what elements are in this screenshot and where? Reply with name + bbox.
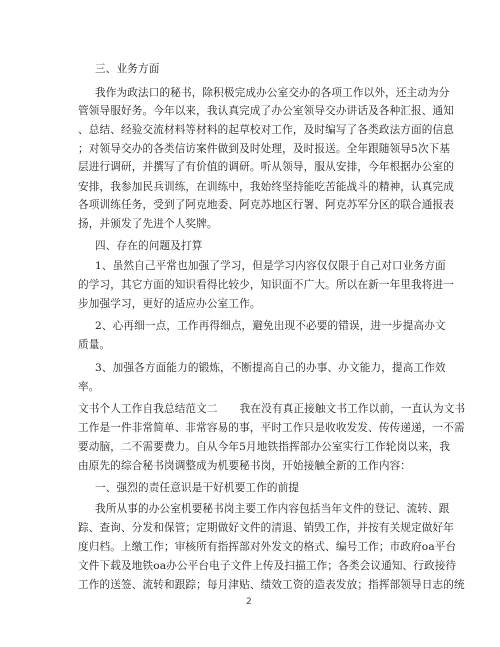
text-line — [78, 521, 454, 535]
line-text: 我所从事的办公室机要秘书岗主要工作内容包括当年文件的登记、流转、跟 — [95, 503, 450, 515]
text-line — [78, 380, 100, 394]
line-text: 要动脑，二不需要费力。自从今年5月地铁指挥部办公室实行工作轮岗以来，我 — [78, 441, 451, 453]
section-heading — [95, 239, 202, 253]
text-line — [78, 104, 454, 118]
text-line — [78, 217, 218, 231]
line-text: 管领导服好务。今年以来，我认真完成了办公室领导交办讲话及各种汇报、通知 — [78, 105, 455, 117]
line-text: 工作是一件非常简单、非常容易的事，平时工作只是收收发发、传传递递，一不需 — [78, 422, 465, 434]
line-text: 扬，并颁发了先进个人奖牌。 — [78, 218, 218, 230]
line-text: 3、加强各方面能力的锻炼，不断提高自己的办事、办文能力，提高工作效 — [95, 362, 446, 374]
line-text: 、总结、经验交流材料等材料的起草校对工作，及时编写了各类政法方面的信息 — [78, 124, 455, 136]
section-heading — [95, 62, 159, 76]
line-text: 文书个人工作自我总结范文二 — [78, 403, 218, 415]
line-text: 三、业务方面 — [95, 63, 160, 75]
line-text: 安排，我参加民兵训练，在训练中，我始终坚持能吃苦能战斗的精神，认真完成 — [78, 181, 455, 193]
text-line — [95, 259, 446, 273]
text-line — [78, 297, 261, 311]
text-line — [78, 578, 465, 592]
line-text-continued: 我在没有真正接触文书工作以前，一直认为文书 — [239, 403, 466, 415]
text-line — [78, 421, 465, 435]
text-line — [78, 198, 454, 212]
line-text: 层进行调研，并撰写了有价值的调研。听从领导，服从安排，今年根据办公室的 — [78, 161, 455, 173]
line-text: 2、心再细一点，工作再得细点，避免出现不必要的错误，进一步提高办文 — [95, 320, 446, 332]
line-text: 的学习，其它方面的知识看得比较少，知识面不广大。所以在新一年里我将进一 — [78, 279, 455, 291]
text-line — [78, 123, 454, 137]
line-text: 文件下载及地铁oa办公平台电子文件上传及扫描工作；各类会议通知、行政接待 — [78, 560, 457, 572]
text-line — [78, 142, 450, 156]
text-line — [78, 180, 454, 194]
text-line — [95, 319, 446, 333]
text-line — [95, 481, 299, 495]
text-line — [78, 540, 456, 554]
line-text: 四、存在的问题及打算 — [95, 240, 203, 252]
line-text: 1、虽然自己平常也加强了学习，但是学习内容仅仅限于自己对口业务方面 — [95, 260, 446, 272]
text-line — [95, 86, 450, 100]
text-line — [78, 338, 110, 352]
page-number: 2 — [246, 597, 252, 607]
line-text: 我作为政法口的秘书，除积极完成办公室交办的各项工作以外，还主动为分 — [95, 87, 450, 99]
line-text: 踪、查询、分发和保管；定期做好文件的清退、销毁工作，并按有关规定做好年 — [78, 522, 455, 534]
line-text: 各项训练任务，受到了阿克地委、阿克苏地区行署、阿克苏军分区的联合通报表 — [78, 199, 455, 211]
line-text: 一、强烈的责任意识是干好机要工作的前提 — [95, 482, 300, 494]
line-text: 由原先的综合秘书岗调整成为机要秘书岗，开始接触全新的工作内容： — [78, 460, 412, 472]
line-text: 率。 — [78, 381, 100, 393]
line-text: 质量。 — [78, 339, 111, 351]
text-line — [95, 502, 450, 516]
text-line — [95, 361, 446, 375]
text-line — [78, 160, 454, 174]
text-line — [78, 278, 454, 292]
text-line — [78, 440, 450, 454]
text-line — [78, 402, 465, 416]
text-line — [78, 559, 456, 573]
line-text: 度归档。上缴工作；审核所有指挥部对外发文的格式、编号工作；市政府oa平台 — [78, 541, 457, 553]
text-line — [78, 459, 411, 473]
line-text: ；对领导交办的各类信访案件做到及时处理，及时报送。全年跟随领导5次下基 — [78, 143, 451, 155]
line-text: 工作的送签、流转和跟踪；每月津贴、绩效工资的造表发放；指挥部领导日志的统 — [78, 579, 465, 591]
line-text: 步加强学习，更好的适应办公室工作。 — [78, 298, 261, 310]
